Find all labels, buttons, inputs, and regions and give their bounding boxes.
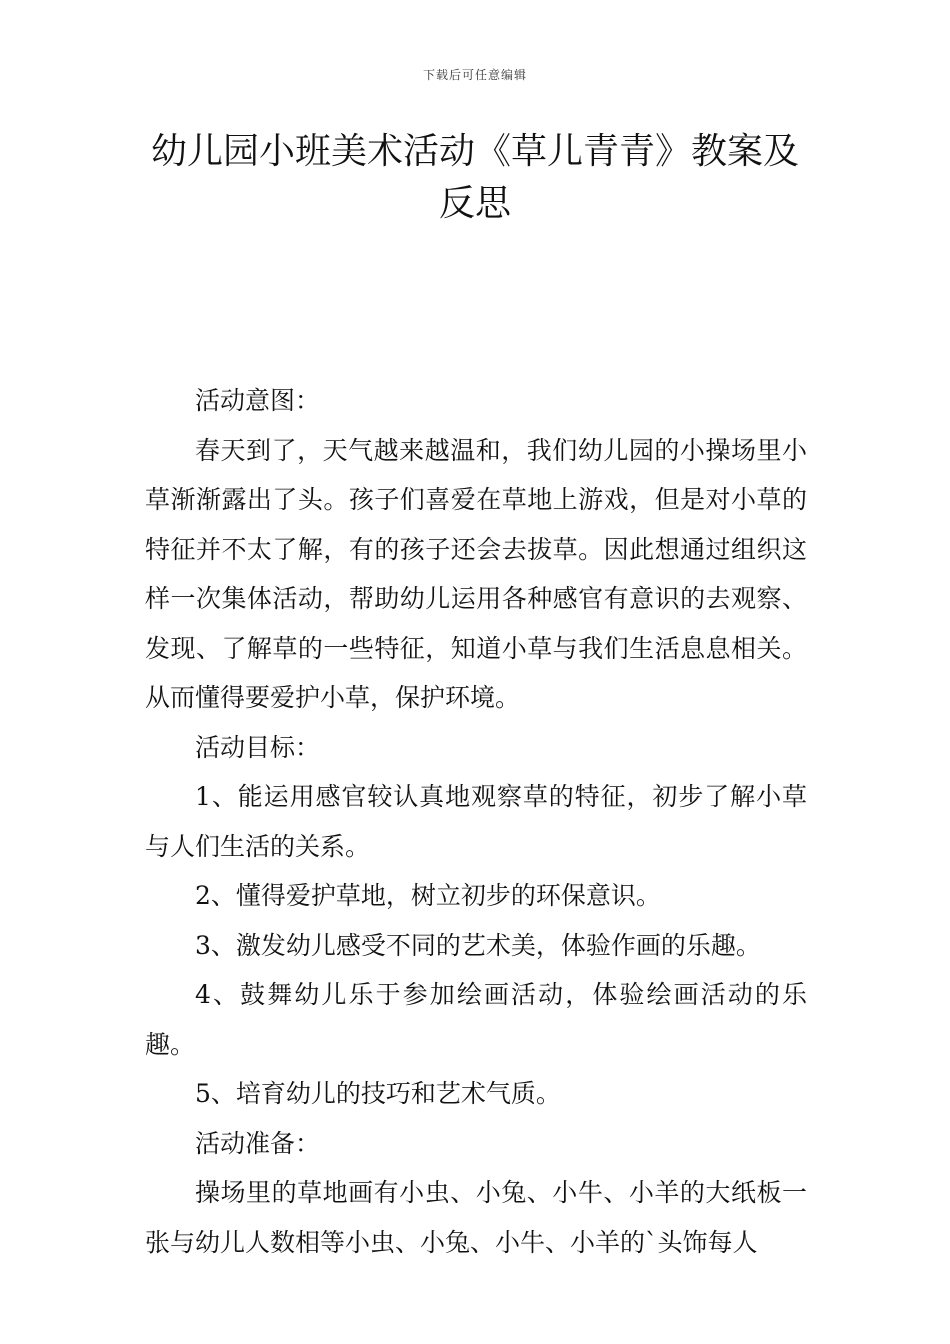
section-heading-intent: 活动意图： <box>195 386 321 415</box>
goal-item-5: 5、培育幼儿的技巧和艺术气质。 <box>195 1079 561 1108</box>
goal-item-3: 3、激发幼儿感受不同的艺术美，体验作画的乐趣。 <box>195 930 761 960</box>
document-title: 幼儿园小班美术活动《草儿青青》教案及反思 <box>150 131 799 224</box>
section-heading-goals: 活动目标： <box>195 732 321 762</box>
goal-item-1: 1、能运用感官较认真地观察草的特征，初步了解小草与人们生活的关系。 <box>145 782 807 861</box>
page-header-note: 下载后可任意编辑 <box>422 68 527 82</box>
paragraph-intent: 春天到了，天气越来越温和，我们幼儿园的小操场里小草渐渐露出了头。孩子们喜爱在草地上游戏，但是对小草的特征并不太了解，有的孩子还会去拔草。因此想通过组织这样一次集体活动，帮助幼儿运用各种感官有意识的去观察、发现、了解草的一些特征，知道小草与我们生活息息相关。从而懂得要爱护小草，保护环境。 <box>145 435 807 712</box>
goal-item-2: 2、懂得爱护草地，树立初步的环保意识。 <box>195 881 661 910</box>
paragraph-preparation: 操场里的草地画有小虫、小兔、小牛、小羊的大纸板一张与幼儿人数相等小虫、小兔、小牛、小羊的`头饰每人 <box>145 1178 807 1257</box>
section-heading-preparation: 活动准备： <box>195 1128 321 1158</box>
document-body <box>145 376 807 1267</box>
goal-item-4: 4、鼓舞幼儿乐于参加绘画活动，体验绘画活动的乐趣。 <box>145 980 807 1059</box>
